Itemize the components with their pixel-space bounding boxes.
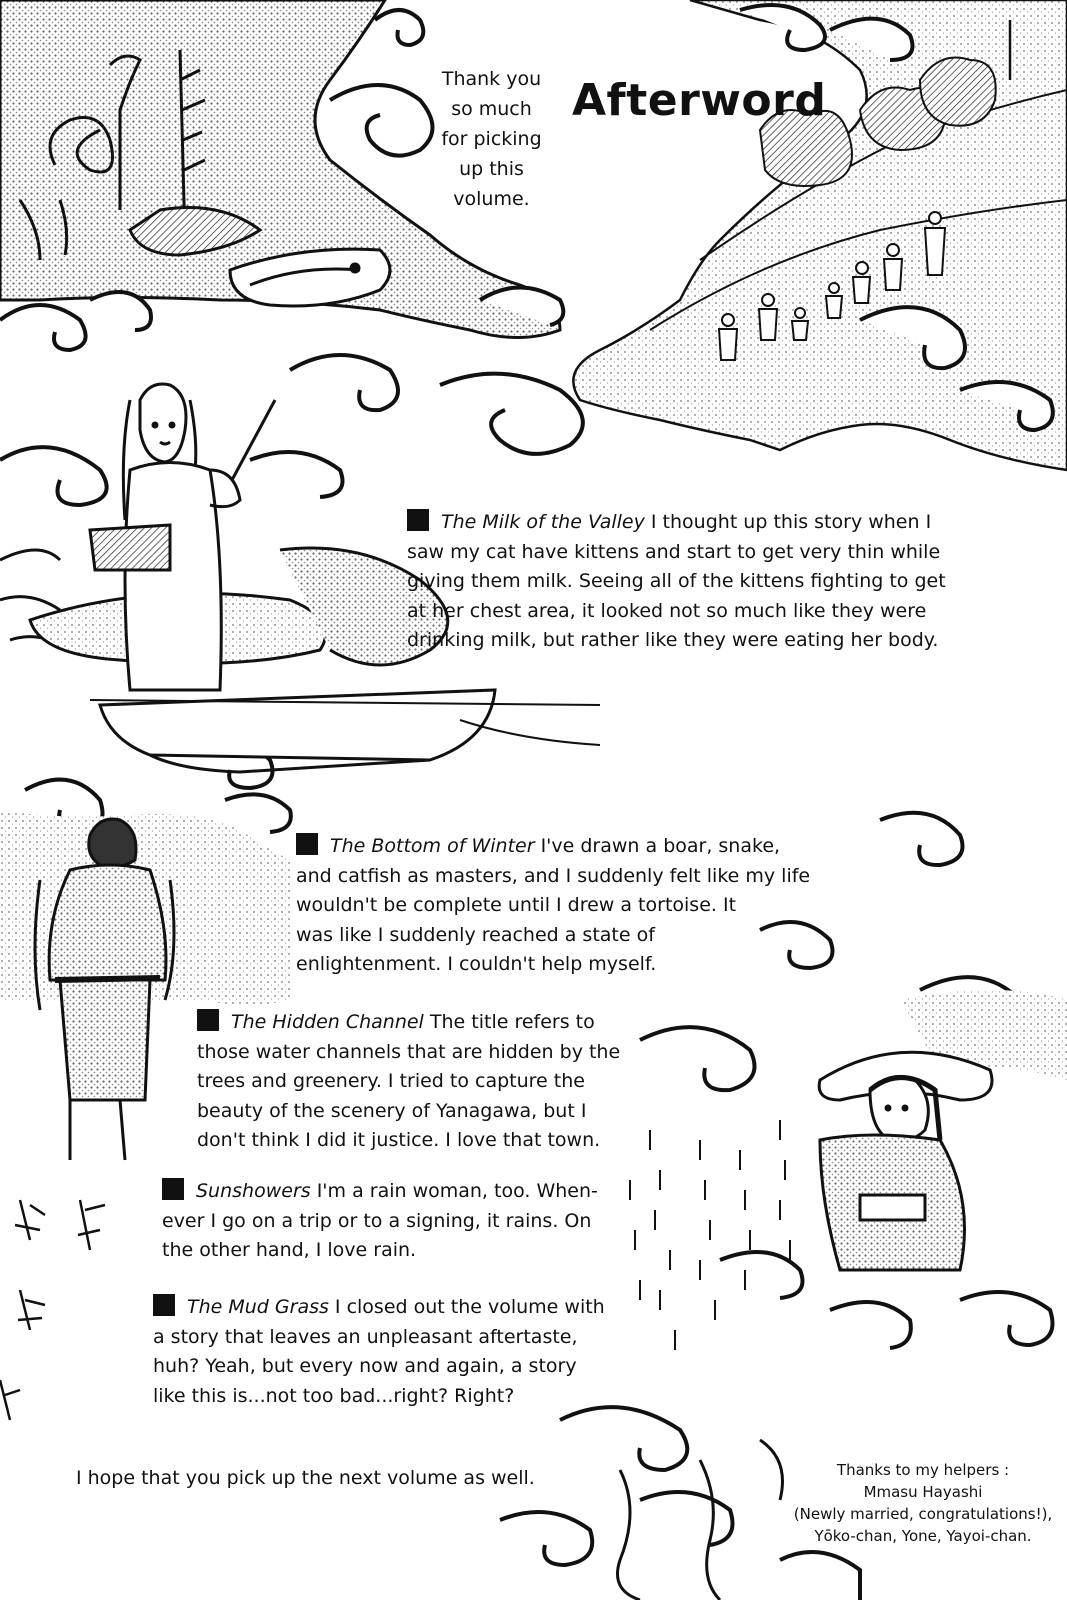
square-bullet-icon [162, 1178, 184, 1200]
note-title: The Hidden Channel [231, 1011, 424, 1033]
note-hidden-channel [197, 1008, 620, 1156]
intro-text [424, 64, 559, 214]
note-line: I thought up this story when I [644, 511, 932, 533]
note-line: at her chest area, it looked not so much like they were [407, 599, 927, 622]
note-line: drinking milk, but rather like they were eating her body. [407, 629, 939, 651]
note-line: trees and greenery. I tried to capture the [197, 1070, 585, 1092]
note-line: I closed out the volume with [328, 1296, 605, 1318]
note-line: ever I go on a trip or to a signing, it rains. On [162, 1209, 592, 1232]
page-title: Afterword [572, 75, 827, 126]
square-bullet-icon [407, 509, 429, 531]
square-bullet-icon [153, 1294, 175, 1316]
thanks-line: (Newly married, congratulations!), [793, 1505, 1053, 1523]
note-line: beauty of the scenery of Yanagawa, but I [197, 1099, 587, 1122]
note-line: The title refers to [423, 1011, 595, 1033]
intro-line: for picking [441, 128, 542, 150]
note-line: wouldn't be complete until I drew a tortoise. It [296, 894, 737, 916]
note-line: the other hand, I love rain. [162, 1239, 417, 1261]
note-title: The Milk of the Valley [441, 511, 645, 533]
intro-line: Thank you [441, 68, 542, 90]
note-mud-grass [153, 1293, 605, 1411]
note-line: giving them milk. Seeing all of the kittens fighting to get [407, 570, 946, 592]
intro-line: so much [451, 98, 532, 120]
note-line: those water channels that are hidden by the [197, 1040, 621, 1063]
note-line: like this is...not too bad...right? Right? [153, 1384, 515, 1407]
note-line: I've drawn a boar, snake, [534, 835, 781, 857]
note-line: was like I suddenly reached a state of [296, 923, 655, 946]
note-line: enlightenment. I couldn't help myself. [296, 953, 657, 975]
note-line: and catfish as masters, and I suddenly felt like my life [296, 864, 811, 887]
grass-marks [0, 1200, 105, 1420]
note-line: don't think I did it justice. I love that town. [197, 1129, 601, 1151]
thanks-line: Thanks to my helpers : [836, 1461, 1010, 1479]
thanks-credits [788, 1459, 1058, 1547]
note-line: I'm a rain woman, too. When- [310, 1180, 598, 1202]
thanks-line: Mmasu Hayashi [863, 1483, 983, 1501]
note-milk-of-the-valley [407, 508, 946, 656]
note-line: saw my cat have kittens and start to get very thin while [407, 540, 941, 563]
note-line: a story that leaves an unpleasant aftertaste, [153, 1325, 578, 1348]
thanks-line: Yōko-chan, Yone, Yayoi-chan. [814, 1527, 1032, 1545]
note-line: huh? Yeah, but every now and again, a story [153, 1355, 577, 1377]
note-title: Sunshowers [196, 1180, 311, 1202]
note-title: The Mud Grass [187, 1296, 329, 1318]
closing-text: I hope that you pick up the next volume as well. [76, 1467, 535, 1489]
square-bullet-icon [296, 833, 318, 855]
intro-line: volume. [453, 188, 530, 210]
note-title: The Bottom of Winter [330, 835, 535, 857]
square-bullet-icon [197, 1009, 219, 1031]
note-sunshowers [162, 1177, 598, 1266]
note-bottom-of-winter [296, 832, 810, 980]
intro-line: up this [459, 158, 524, 180]
